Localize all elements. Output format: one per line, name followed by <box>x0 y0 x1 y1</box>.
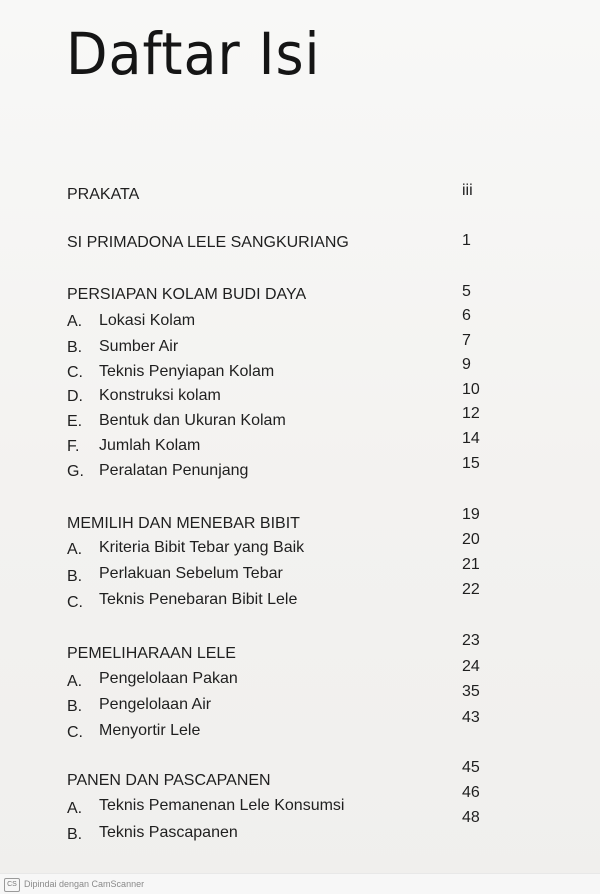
toc-page-number: 46 <box>462 784 480 801</box>
toc-item-letter: B. <box>67 826 83 843</box>
toc-heading-pemeliharaan: PEMELIHARAAN LELE <box>67 645 236 662</box>
toc-item-letter: C. <box>67 724 83 741</box>
toc-item-letter: B. <box>67 698 83 715</box>
toc-item-letter: G. <box>67 463 84 480</box>
toc-page-number: 24 <box>462 658 480 675</box>
toc-heading-memilih-bibit: MEMILIH DAN MENEBAR BIBIT <box>67 515 300 532</box>
toc-item-letter: A. <box>67 313 83 330</box>
toc-page-number: 5 <box>462 283 471 300</box>
toc-item-letter: A. <box>67 541 83 558</box>
toc-page-number: 23 <box>462 632 480 649</box>
toc-item-label: Teknis Pemanenan Lele Konsumsi <box>99 797 345 814</box>
toc-item-label: Peralatan Penunjang <box>99 462 249 479</box>
toc-item-letter: F. <box>67 438 80 455</box>
toc-item-label: Perlakuan Sebelum Tebar <box>99 565 283 582</box>
toc-item-label: Lokasi Kolam <box>99 312 196 329</box>
scanner-footer <box>0 873 600 894</box>
toc-heading-si-primadona: SI PRIMADONA LELE SANGKURIANG <box>67 234 349 251</box>
toc-item-label: Teknis Penyiapan Kolam <box>99 363 275 380</box>
toc-heading-persiapan-kolam: PERSIAPAN KOLAM BUDI DAYA <box>67 286 307 303</box>
toc-item-letter: B. <box>67 339 83 356</box>
toc-page-number: iii <box>462 182 473 199</box>
toc-item-label: Jumlah Kolam <box>99 437 201 454</box>
toc-page-number: 35 <box>462 683 480 700</box>
toc-page-number: 12 <box>462 405 480 422</box>
toc-item-label: Sumber Air <box>99 338 179 355</box>
toc-item-letter: C. <box>67 594 83 611</box>
toc-page-number: 14 <box>462 430 480 447</box>
toc-item-letter: C. <box>67 364 83 381</box>
toc-item-label: Kriteria Bibit Tebar yang Baik <box>99 539 305 556</box>
toc-page-number: 1 <box>462 232 471 249</box>
toc-item-label: Teknis Pascapanen <box>99 824 238 841</box>
toc-item-label: Teknis Penebaran Bibit Lele <box>99 591 298 608</box>
toc-page-number: 7 <box>462 332 471 349</box>
toc-item-letter: E. <box>67 413 83 430</box>
toc-item-label: Menyortir Lele <box>99 722 201 739</box>
scanner-footer-text: Dipindai dengan CamScanner <box>24 879 145 889</box>
camscanner-logo-icon: CS <box>4 878 20 892</box>
toc-item-letter: A. <box>67 800 83 817</box>
toc-page-number: 15 <box>462 455 480 472</box>
toc-page-number: 9 <box>462 356 471 373</box>
toc-page-number: 45 <box>462 759 480 776</box>
toc-heading-prakata: PRAKATA <box>67 186 140 203</box>
toc-item-label: Pengelolaan Pakan <box>99 670 238 687</box>
page-title: Daftar Isi <box>66 20 321 88</box>
toc-page-number: 6 <box>462 307 471 324</box>
toc-heading-panen: PANEN DAN PASCAPANEN <box>67 772 271 789</box>
toc-item-letter: A. <box>67 673 83 690</box>
toc-page-number: 43 <box>462 709 480 726</box>
toc-item-label: Pengelolaan Air <box>99 696 212 713</box>
toc-page-number: 48 <box>462 809 480 826</box>
toc-page-number: 21 <box>462 556 480 573</box>
toc-item-label: Konstruksi kolam <box>99 387 221 404</box>
toc-page-number: 20 <box>462 531 480 548</box>
toc-item-label: Bentuk dan Ukuran Kolam <box>99 412 286 429</box>
toc-page-number: 19 <box>462 506 480 523</box>
toc-item-letter: D. <box>67 388 83 405</box>
toc-page-number: 10 <box>462 381 480 398</box>
toc-page-number: 22 <box>462 581 480 598</box>
toc-item-letter: B. <box>67 568 83 585</box>
